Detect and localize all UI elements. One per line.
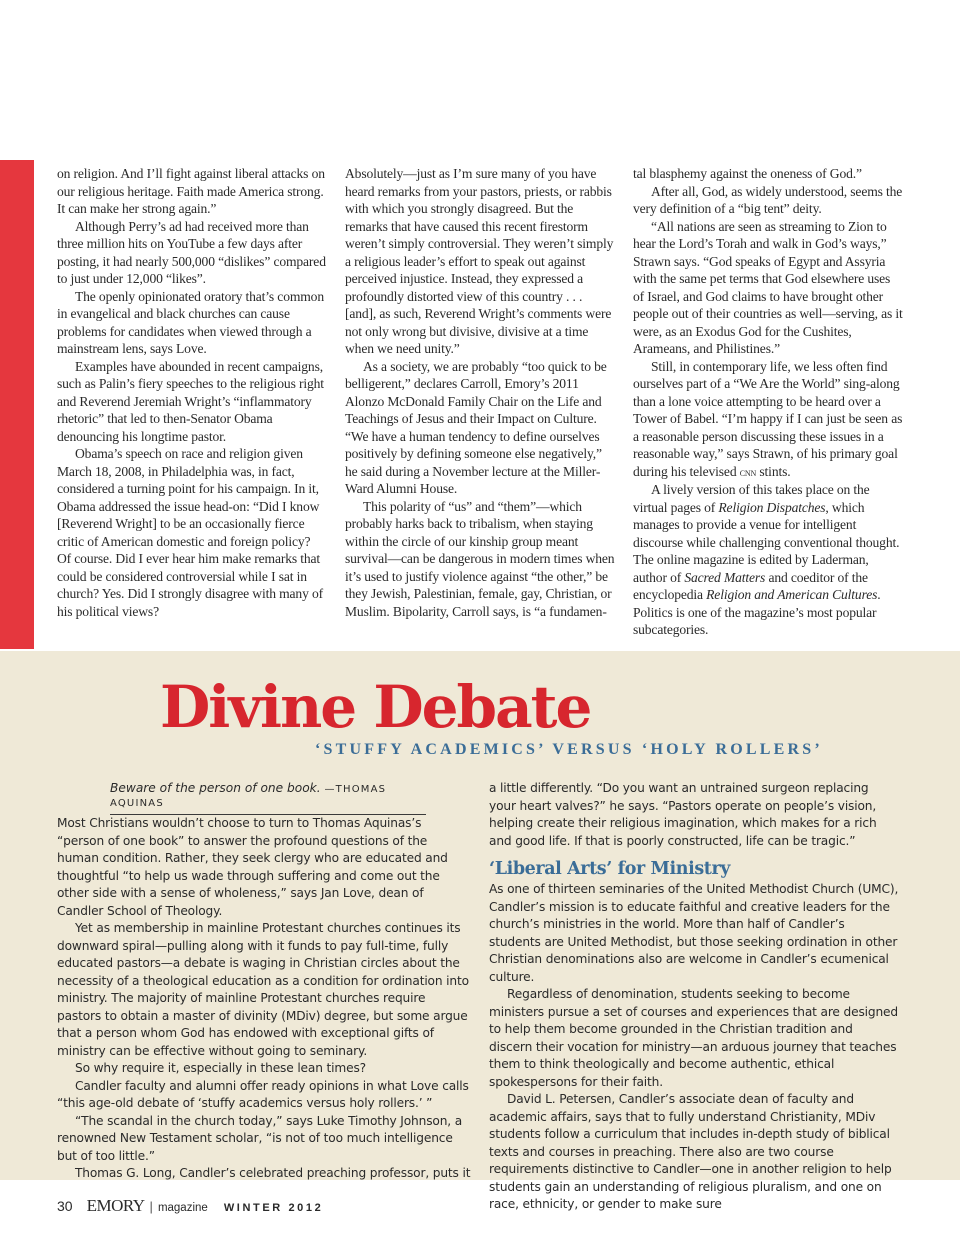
- page-number: 30: [57, 1198, 73, 1214]
- text-run: , which manages to provide a venue for intelligent discourse while challenging conventional thought. The online magazine is edited by Laderman, author of: [633, 499, 900, 585]
- text-run: Still, in contemporary life, we less often find ourselves part of a “We Are the World” sing-along than a lone voice attempting to be heard over a Tower of Babel. “I’m happy if I can just be seen as a reasonable person discussing these issues in a reasonable way,” says Strawn, of his primary goal during his televised: [633, 358, 903, 479]
- paragraph: This polarity of “us” and “them”—which probably harks back to tribalism, when staying within the circle of our kinship group meant survival—can be dangerous in modern times when it’s used to justify violence against “the other,” be they Jewish, Palestinian, female, gay, Christian, or Muslim. Bipolarity, Carroll says, is “a fundamen-: [345, 498, 615, 619]
- text-run: . Politics is one of the magazine’s most popular subcategories.: [633, 587, 881, 637]
- paragraph: on religion. And I’ll fight against liberal attacks on our religious heritage. Faith made America strong. It can make her strong again.”: [57, 166, 325, 216]
- paragraph: As one of thirteen seminaries of the United Methodist Church (UMC), Candler’s mission is to educate faithful and creative leaders for the church’s ministries in the world. More than half of Candler’s students are United Methodist, but those seeking ordination in other Christian denominations also are welcome in Candler’s ecumenical culture.: [489, 882, 899, 984]
- sidebar-title: Divine Debate: [160, 673, 591, 741]
- page-footer: [57, 1196, 323, 1218]
- paragraph: Regardless of denomination, students seeking to become ministers pursue a set of courses and experiences that are designed to help them become grounded in the Christian tradition and discern their vocation for ministry—an arduous journey that teaches them to think theologically and become authentic, ethical spokespersons for their faith.: [489, 987, 898, 1089]
- paragraph: Candler faculty and alumni offer ready opinions in what Love calls “this age-old debate of ‘stuffy academics versus holy rollers.’ ”: [57, 1078, 469, 1110]
- paragraph: So why require it, especially in these lean times?: [75, 1061, 366, 1075]
- epigraph: [110, 781, 426, 815]
- text-run: and coeditor of the encyclopedia: [633, 569, 868, 602]
- emory-logo: EMORY: [86, 1196, 145, 1215]
- article-column-1: [57, 165, 327, 620]
- epigraph-attribution: —THOMAS AQUINAS: [110, 784, 387, 809]
- paragraph: Although Perry’s ad had received more than three million hits on YouTube a few days after posting, it had nearly 500,000 “dislikes” compared to just under 12,000 “likes”.: [57, 218, 326, 286]
- paragraph: Absolutely—just as I’m sure many of you have heard remarks from your pastors, priests, or rabbis with which you strongly disagreed. But the remarks that have caused this recent firestorm weren’t simply controversial. They weren’t simply a religious leader’s effort to speak out against perceived injustice. Instead, they expressed a profoundly distorted view of this country . . . [and], as such, Reverend Wright’s comments were not only wrong but divisive, divisive at a time when we need unity.”: [345, 166, 614, 356]
- paragraph: [633, 358, 903, 482]
- article-column-2: [345, 165, 615, 620]
- paragraph: [633, 481, 903, 639]
- paragraph: The openly opinionated oratory that’s common in evangelical and black churches can cause problems for candidates when viewed through a mainstream lens, says Love.: [57, 288, 324, 356]
- epigraph-quote: Beware of the person of one book.: [110, 781, 321, 795]
- section-subhead: ‘Liberal Arts’ for Ministry: [489, 859, 731, 879]
- text-run: stints.: [756, 463, 791, 479]
- paragraph: Thomas G. Long, Candler’s celebrated preaching professor, puts it: [75, 1166, 471, 1180]
- paragraph: Yet as membership in mainline Protestant churches continues its downward spiral—pulling along with it funds to pay full-time, fully educated pastors—a debate is waging in Christian circles about the necessity of a theological education as a condition for ordination into ministry. The majority of mainline Protestant churches require pastors to obtain a master of divinity (MDiv) degree, but some argue that a person whom God has endowed with exceptional gifts of ministry can be effective without going to seminary.: [57, 921, 469, 1058]
- paragraph: a little differently. “Do you want an untrained surgeon replacing your heart valves?” he says. “Pastors operate on people’s vision, helping create their religious imagination, which makes for a rich and good life. If that is poorly constructed, life can be tragic.”: [489, 781, 877, 848]
- paragraph: As a society, we are probably “too quick to be belligerent,” declares Carroll, Emory’s 2011 Alonzo McDonald Family Chair on the Life and Teachings of Jesus and their Impact on Culture. “We have a human tendency to define ourselves positively by defining someone else negatively,” he said during a November lecture at the Miller-Ward Alumni House.: [345, 358, 607, 496]
- paragraph: Examples have abounded in recent campaigns, such as Palin’s fiery speeches to the religious right and Reverend Jeremiah Wright’s “inflammatory rhetoric” that led to then-Senator Obama denouncing his longtime pastor.: [57, 358, 324, 444]
- paragraph: tal blasphemy against the oneness of God.”: [633, 166, 862, 181]
- paragraph: Most Christians wouldn’t choose to turn to Thomas Aquinas’s “person of one book” to answer the profound questions of the human condition. Rather, they seek clergy who are educated and thoughtful “to help us wade through suffering and come out the other side with a sense of wholeness,” says Jan Love, dean of Candler School of Theology.: [57, 816, 448, 918]
- logo-separator: |: [149, 1199, 153, 1214]
- text-run: A lively version of this takes place on the virtual pages of: [633, 482, 870, 515]
- sidebar-column-1: [57, 815, 472, 1183]
- publication-title: Religion Dispatches: [718, 499, 826, 515]
- paragraph: “All nations are seen as streaming to Zion to hear the Lord’s Torah and walk in God’s ways,” Strawn says. “God speaks of Egypt and Assyria with the same pet terms that God elsewhere uses of Israel, and God claims to have brought other people out of their countries as well—serving, as it were, as an Exodus God for the Cushites, Arameans, and Philistines.”: [633, 218, 903, 356]
- article-column-3: [633, 165, 903, 639]
- book-title: Religion and American Cultures: [706, 587, 878, 602]
- issue-label: WINTER 2012: [223, 1202, 324, 1214]
- magazine-label: magazine: [157, 1202, 208, 1214]
- sidebar-subtitle: ‘STUFFY ACADEMICS’ VERSUS ‘HOLY ROLLERS’: [315, 741, 823, 758]
- cnn-abbreviation: cnn: [739, 464, 757, 479]
- paragraph: After all, God, as widely understood, seems the very definition of a “big tent” deity.: [633, 183, 903, 216]
- red-accent-bar: [0, 160, 34, 649]
- paragraph: Obama’s speech on race and religion given March 18, 2008, in Philadelphia was, in fact, considered a turning point for his campaign. In it, Obama addressed the issue head-on: “Did I know [Reverend Wright] to be an occasionally fierce critic of American domestic and foreign policy? Of course. Did I ever hear him make remarks that could be considered controversial while I sat in church? Yes. Did I strongly disagree with many of his political views?: [57, 446, 323, 619]
- sidebar-column-2: [489, 780, 899, 1214]
- book-title: Sacred Matters: [684, 569, 766, 585]
- paragraph: David L. Petersen, Candler’s associate dean of faculty and academic affairs, says that to fully understand Christianity, MDiv students follow a curriculum that includes in-depth study of biblical texts and courses in preaching. There also are two course requirements distinctive to Candler—one in another religion to help students gain an understanding of religious pluralism, and one on race, ethnicity, or gender to make sure: [489, 1092, 892, 1211]
- paragraph: “The scandal in the church today,” says Luke Timothy Johnson, a renowned New Testament scholar, “is not of too much intelligence but of too little.”: [57, 1113, 463, 1163]
